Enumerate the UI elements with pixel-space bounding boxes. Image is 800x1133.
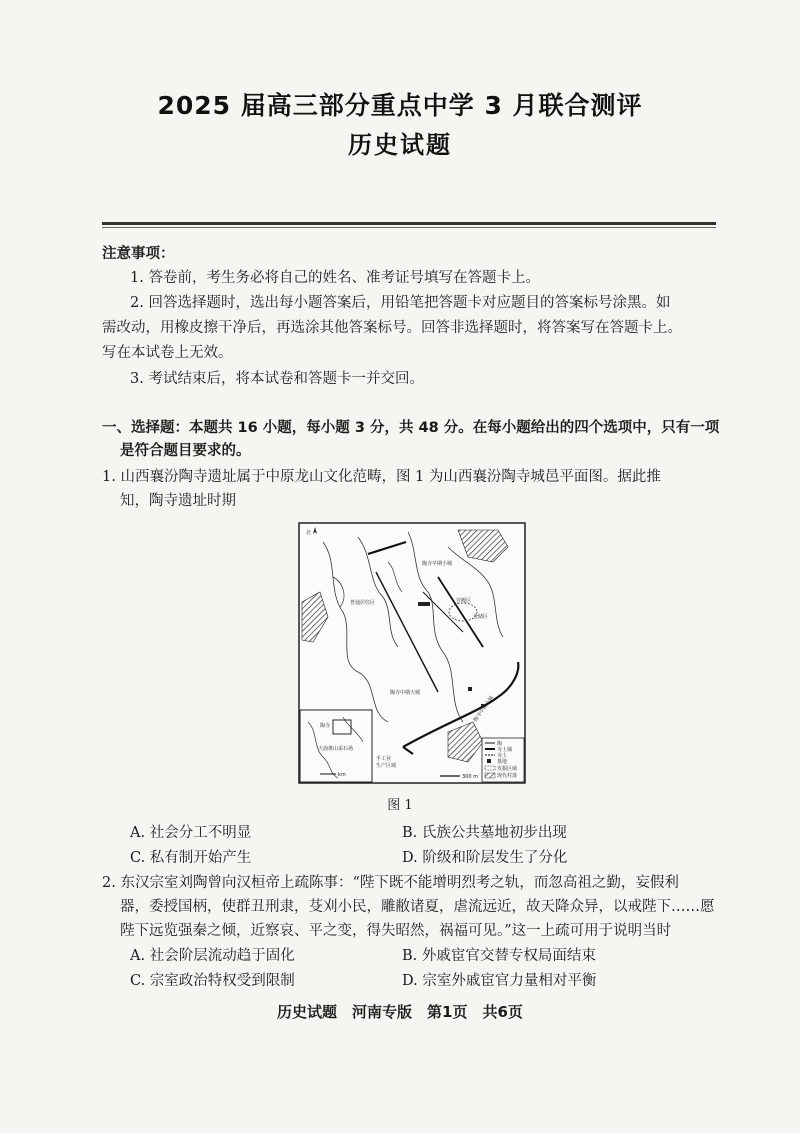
middle-city-label: 陶寺中期大城 — [390, 690, 421, 696]
palace-label: 宫殿区 — [456, 598, 472, 604]
legend-label: 墓地 — [497, 759, 508, 765]
q1-stem-line1: 1. 山西襄汾陶寺遗址属于中原龙山文化范畴，图 1 为山西襄汾陶寺城邑平面图。据此推 — [102, 469, 661, 485]
notice-item-1: 1. 答卷前，考生务必将自己的姓名、准考证号填写在答题卡上。 — [130, 270, 540, 286]
residential-label: 普通居住区 — [350, 600, 376, 606]
legend-swatch — [487, 759, 491, 763]
early-city-label: 陶寺早期小城 — [422, 561, 453, 567]
q1-option-b: B. 氏族公共墓地初步出现 — [402, 825, 567, 841]
workshop-label-1: 手工业 — [376, 756, 392, 762]
notice-item-2-line2: 需改动，用橡皮擦干净后，再选涂其他答案标号。回答非选择题时，将答案写在答题卡上。 — [102, 320, 682, 336]
header-divider-thin — [102, 227, 716, 228]
q1-stem-line2: 知，陶寺遗址时期 — [120, 493, 236, 509]
q1-option-c: C. 私有制开始产生 — [130, 850, 252, 866]
notice-item-3: 3. 考试结束后，将本试卷和答题卡一并交回。 — [130, 371, 424, 387]
section-1-heading-line1: 一、选择题：本题共 16 小题，每小题 3 分，共 48 分。在每小题给出的四个选项中，只有一项 — [102, 420, 720, 436]
figure-caption: 图 1 — [387, 798, 413, 813]
q2-option-a: A. 社会阶层流动趋于固化 — [130, 948, 295, 964]
taosi-site-map — [298, 522, 526, 784]
q2-stem-line2: 器，委授国柄，使群丑刑隶，芟刈小民，雕敝诸夏，虐流远近，故天降众异，以戒陛下……愿 — [120, 899, 715, 915]
q2-stem-line1: 2. 东汉宗室刘陶曾向汉桓帝上疏陈事：“陛下既不能增明烈考之轨，而忽高祖之勤，妄假利 — [102, 875, 679, 891]
section-1-heading-line2: 是符合题目要求的。 — [120, 443, 251, 459]
q2-option-c: C. 宗室政治特权受到限制 — [130, 973, 295, 989]
q1-option-a: A. 社会分工不明显 — [130, 825, 252, 841]
middle-small-city-label: 陶寺中期小城 — [472, 695, 495, 724]
legend-swatch — [485, 773, 495, 778]
excavation-marker — [468, 687, 472, 691]
legend-label: 陶 — [497, 741, 503, 747]
header-divider — [102, 222, 716, 225]
notice-item-2-line3: 写在本试卷上无效。 — [102, 345, 233, 361]
exam-subject: 历史试题 — [348, 131, 452, 159]
exam-title: 2025 届高三部分重点中学 3 月联合测评 — [157, 91, 643, 120]
excavation-marker — [418, 602, 430, 606]
q2-stem-line3: 陛下远览强秦之倾，近察哀、平之变，得失昭然，祸福可见。”这一上疏可用于说明当时 — [120, 923, 672, 939]
notice-item-2-line1: 2. 回答选择题时，选出每小题答案后，用铅笔把答题卡对应题目的答案标号涂黑。如 — [130, 295, 671, 311]
workshop-label-2: 生产区域 — [376, 763, 397, 769]
legend-label: 夯土墙 — [497, 747, 513, 753]
legend-label: 夯土 — [497, 753, 508, 759]
notice-heading: 注意事项： — [102, 246, 175, 262]
page-footer: 历史试题 河南专版 第1页 共6页 — [277, 1003, 523, 1021]
inset-site-label: 陶寺 — [320, 723, 331, 729]
north-label: 北 — [306, 530, 312, 536]
q2-option-b: B. 外戚宦官交替专权局面结束 — [402, 948, 596, 964]
inset-scale-label: km — [338, 772, 346, 778]
inset-quarry-label: 大崮堆山采石场 — [318, 746, 354, 752]
q2-option-d: D. 宗室外戚宦官力量相对平衡 — [402, 973, 597, 989]
scale-label: 300 m — [462, 774, 479, 780]
legend-label: 发掘区域 — [497, 766, 518, 772]
q1-option-d: D. 阶级和阶层发生了分化 — [402, 850, 568, 866]
warehouse-label: 仓储区 — [473, 614, 489, 620]
legend-label: 现代村落 — [497, 773, 518, 779]
